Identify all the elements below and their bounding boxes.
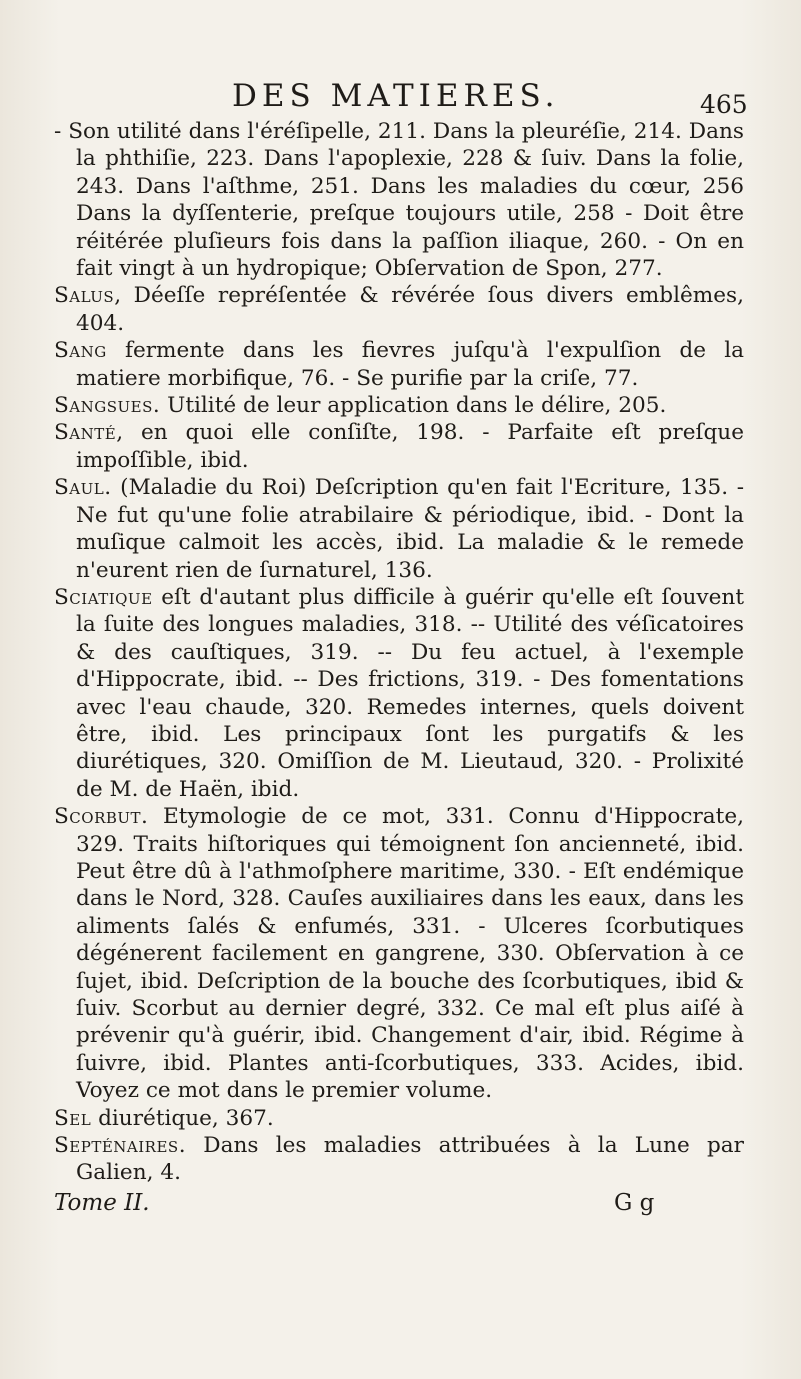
entry-text: , en quoi elle conſiſte, 198. - Parfaite eſt preſque impoſſible, ibid.: [76, 420, 744, 473]
signature-mark: G g: [614, 1190, 655, 1216]
index-entry: [54, 584, 744, 803]
entry-headword: Sang: [54, 338, 107, 364]
entry-text: Dans les maladies attribuées à la Lune par Galien, 4.: [76, 1133, 744, 1186]
page-number: 465: [700, 90, 748, 119]
entry-text: Utilité de leur application dans le délire, 205.: [160, 393, 667, 419]
entry-text: , Déeſſe repréſentée & révérée ſous divers emblêmes, 404.: [76, 283, 744, 336]
entry-text: eſt d'autant plus difficile à guérir qu'elle eſt ſouvent la ſuite des longues maladies, 318. -- Utilité des véſicatoires & des cauſtiques, 319. -- Du feu actuel, à l'exemple d'Hippocrate, ibid. -- Des frictions, 319. - Des fomentations avec l'eau chaude, 320. Remedes internes, quels doivent être, ibid. Les principaux ſont les purgatifs & les diurétiques, 320. Omiſſion de M. Lieutaud, 320. - Prolixité de M. de Haën, ibid.: [76, 584, 744, 802]
index-entry: [54, 803, 744, 1104]
page-footer: [54, 1190, 744, 1224]
volume-label: Tome II.: [54, 1190, 150, 1216]
index-entry: [54, 1132, 744, 1187]
entry-headword: Septénaires.: [54, 1133, 187, 1159]
entry-text: (Maladie du Roi) Deſcription qu'en fait l'Ecriture, 135. - Ne fut qu'une folie atrabilaire & périodique, ibid. - Dont la muſique calmoit les accès, ibid. La maladie & le remede n'eurent rien de ſurnaturel, 136.: [76, 475, 744, 583]
index-entry: [54, 337, 744, 392]
index-entry: [54, 419, 744, 474]
entry-headword: Sangsues.: [54, 393, 161, 419]
entry-headword: Saul.: [54, 475, 112, 501]
entry-headword: Scorbut.: [54, 804, 149, 830]
running-head: DES MATIERES.: [232, 78, 560, 114]
index-entry: [54, 392, 744, 419]
index-entry: [54, 474, 744, 584]
entry-headword: Sel: [54, 1105, 92, 1131]
entry-headword: Santé: [54, 420, 117, 446]
entry-text: Etymologie de ce mot, 331. Connu d'Hippocrate, 329. Traits hiſtoriques qui témoignent ſon ancienneté, ibid. Peut être dû à l'athmoſphere maritime, 330. - Eſt endémique dans le Nord, 328. Cauſes auxiliaires dans les eaux, dans les aliments ſalés & enfumés, 331. - Ulceres ſcorbutiques dégénerent facilement en gangrene, 330. Obſervation à ce ſujet, ibid. Deſcription de la bouche des ſcorbutiques, ibid & ſuiv. Scorbut au dernier degré, 332. Ce mal eſt plus aiſé à prévenir qu'à guérir, ibid. Changement d'air, ibid. Régime à ſuivre, ibid. Plantes anti-ſcorbutiques, 333. Acides, ibid. Voyez ce mot dans le premier volume.: [76, 804, 744, 1104]
index-entry: [54, 118, 744, 282]
entry-text: - Son utilité dans l'éréſipelle, 211. Dans la pleuréſie, 214. Dans la phthiſie, 223. Dans l'apoplexie, 228 & ſuiv. Dans la folie, 243. Dans l'aſthme, 251. Dans les maladies du cœur, 256 Dans la dyſſenterie, preſque toujours utile, 258 - Doit être réitérée pluſieurs fois dans la paſſion iliaque, 260. - On en fait vingt à un hydropique; Obſervation de Spon, 277.: [54, 119, 744, 282]
index-entry: [54, 282, 744, 337]
index-entries: [54, 118, 744, 1187]
page-header: [0, 78, 801, 118]
entry-text: fermente dans les fievres juſqu'à l'expulſion de la matiere morbifique, 76. - Se purifie par la criſe, 77.: [76, 338, 744, 391]
entry-headword: Sciatique: [54, 584, 153, 610]
entry-text: diurétique, 367.: [91, 1105, 274, 1131]
index-entry: [54, 1105, 744, 1132]
entry-headword: Salus: [54, 283, 115, 309]
